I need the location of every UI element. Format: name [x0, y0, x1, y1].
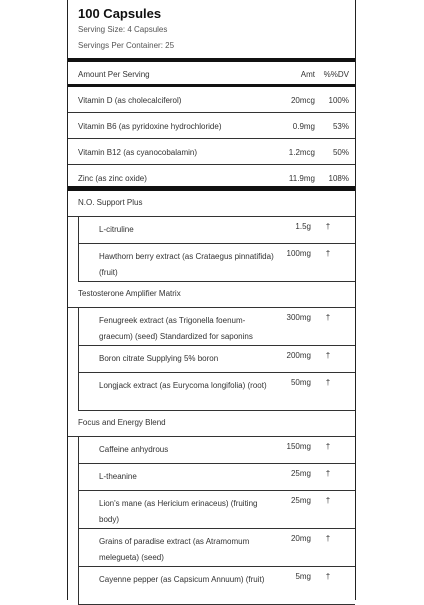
servings-per-container: Servings Per Container: 25 — [78, 41, 175, 50]
row-name: Fenugreek extract (as Trigonella foenum-graecum) (seed) Standardized for saponins — [99, 316, 253, 341]
row-daily-value: † — [325, 442, 331, 451]
row-amount: 300mg — [286, 313, 311, 322]
ingredient-row — [78, 346, 355, 373]
ingredient-row — [78, 567, 355, 605]
row-daily-value: † — [325, 534, 331, 543]
ingredient-row — [78, 437, 355, 464]
row-daily-value: † — [325, 351, 331, 360]
row-name: Cayenne pepper (as Capsicum Annuum) (fruit) — [99, 575, 265, 584]
row-name: Focus and Energy Blend — [78, 418, 166, 427]
ingredient-row — [78, 244, 355, 282]
vitamin-row — [68, 139, 355, 165]
blend-header-row — [68, 411, 355, 437]
row-name: N.O. Support Plus — [78, 198, 143, 207]
row-name: L-citruline — [99, 225, 134, 234]
row-daily-value: 100% — [328, 96, 349, 105]
row-name: Grains of paradise extract (as Atramomum melegueta) (seed) — [99, 537, 250, 562]
row-amount: 100mg — [286, 249, 311, 258]
row-name: Testosterone Amplifier Matrix — [78, 289, 181, 298]
column-header-row — [68, 62, 355, 87]
row-name: Amount Per Serving — [78, 70, 150, 79]
row-daily-value: † — [325, 313, 331, 322]
row-amount: 5mg — [295, 572, 311, 581]
ingredient-row — [78, 491, 355, 529]
row-name: Caffeine anhydrous — [99, 445, 169, 454]
row-daily-value: † — [325, 222, 331, 231]
vitamin-row — [68, 87, 355, 113]
facts-rows — [68, 62, 355, 605]
row-amount: 1.5g — [295, 222, 311, 231]
row-amount: 200mg — [286, 351, 311, 360]
row-daily-value: † — [325, 496, 331, 505]
row-daily-value: 53% — [332, 122, 349, 131]
row-daily-value: † — [325, 572, 331, 581]
supplement-facts-panel — [67, 0, 356, 600]
ingredient-row — [78, 217, 355, 244]
row-name: Zinc (as zinc oxide) — [78, 174, 147, 183]
row-daily-value: %%DV — [323, 70, 349, 79]
row-amount: 50mg — [290, 378, 311, 387]
row-amount: 25mg — [290, 496, 311, 505]
ingredient-row — [78, 529, 355, 567]
container-count-title: 100 Capsules — [78, 6, 162, 21]
row-name: Vitamin B6 (as pyridoxine hydrochloride) — [78, 122, 222, 131]
serving-size: Serving Size: 4 Capsules — [78, 25, 168, 34]
vitamin-row — [68, 165, 355, 191]
row-name: Longjack extract (as Eurycoma longifolia) (root) — [99, 381, 267, 390]
row-name: Hawthorn berry extract (as Crataegus pinnatifida) (fruit) — [99, 252, 274, 277]
row-daily-value: 108% — [328, 174, 349, 183]
vitamin-row — [68, 113, 355, 139]
ingredient-row — [78, 308, 355, 346]
row-name: L-theanine — [99, 472, 137, 481]
row-amount: 0.9mg — [292, 122, 315, 131]
blend-header-row — [68, 282, 355, 308]
row-name: Vitamin D (as cholecalciferol) — [78, 96, 182, 105]
row-amount: 25mg — [290, 469, 311, 478]
facts-header — [68, 0, 355, 58]
row-daily-value: † — [325, 378, 331, 387]
row-daily-value: 50% — [332, 148, 349, 157]
ingredient-row — [78, 373, 355, 411]
row-amount: 1.2mcg — [288, 148, 315, 157]
row-daily-value: † — [325, 469, 331, 478]
blend-header-row — [68, 191, 355, 217]
row-name: Vitamin B12 (as cyanocobalamin) — [78, 148, 198, 157]
row-name: Boron citrate Supplying 5% boron — [99, 354, 219, 363]
ingredient-row — [78, 464, 355, 491]
row-daily-value: † — [325, 249, 331, 258]
row-name: Lion's mane (as Hericium erinaceus) (fruiting body) — [99, 499, 258, 524]
row-amount: 20mg — [290, 534, 311, 543]
row-amount: Amt — [300, 70, 315, 79]
row-amount: 20mcg — [290, 96, 315, 105]
row-amount: 11.9mg — [288, 174, 315, 183]
row-amount: 150mg — [286, 442, 311, 451]
